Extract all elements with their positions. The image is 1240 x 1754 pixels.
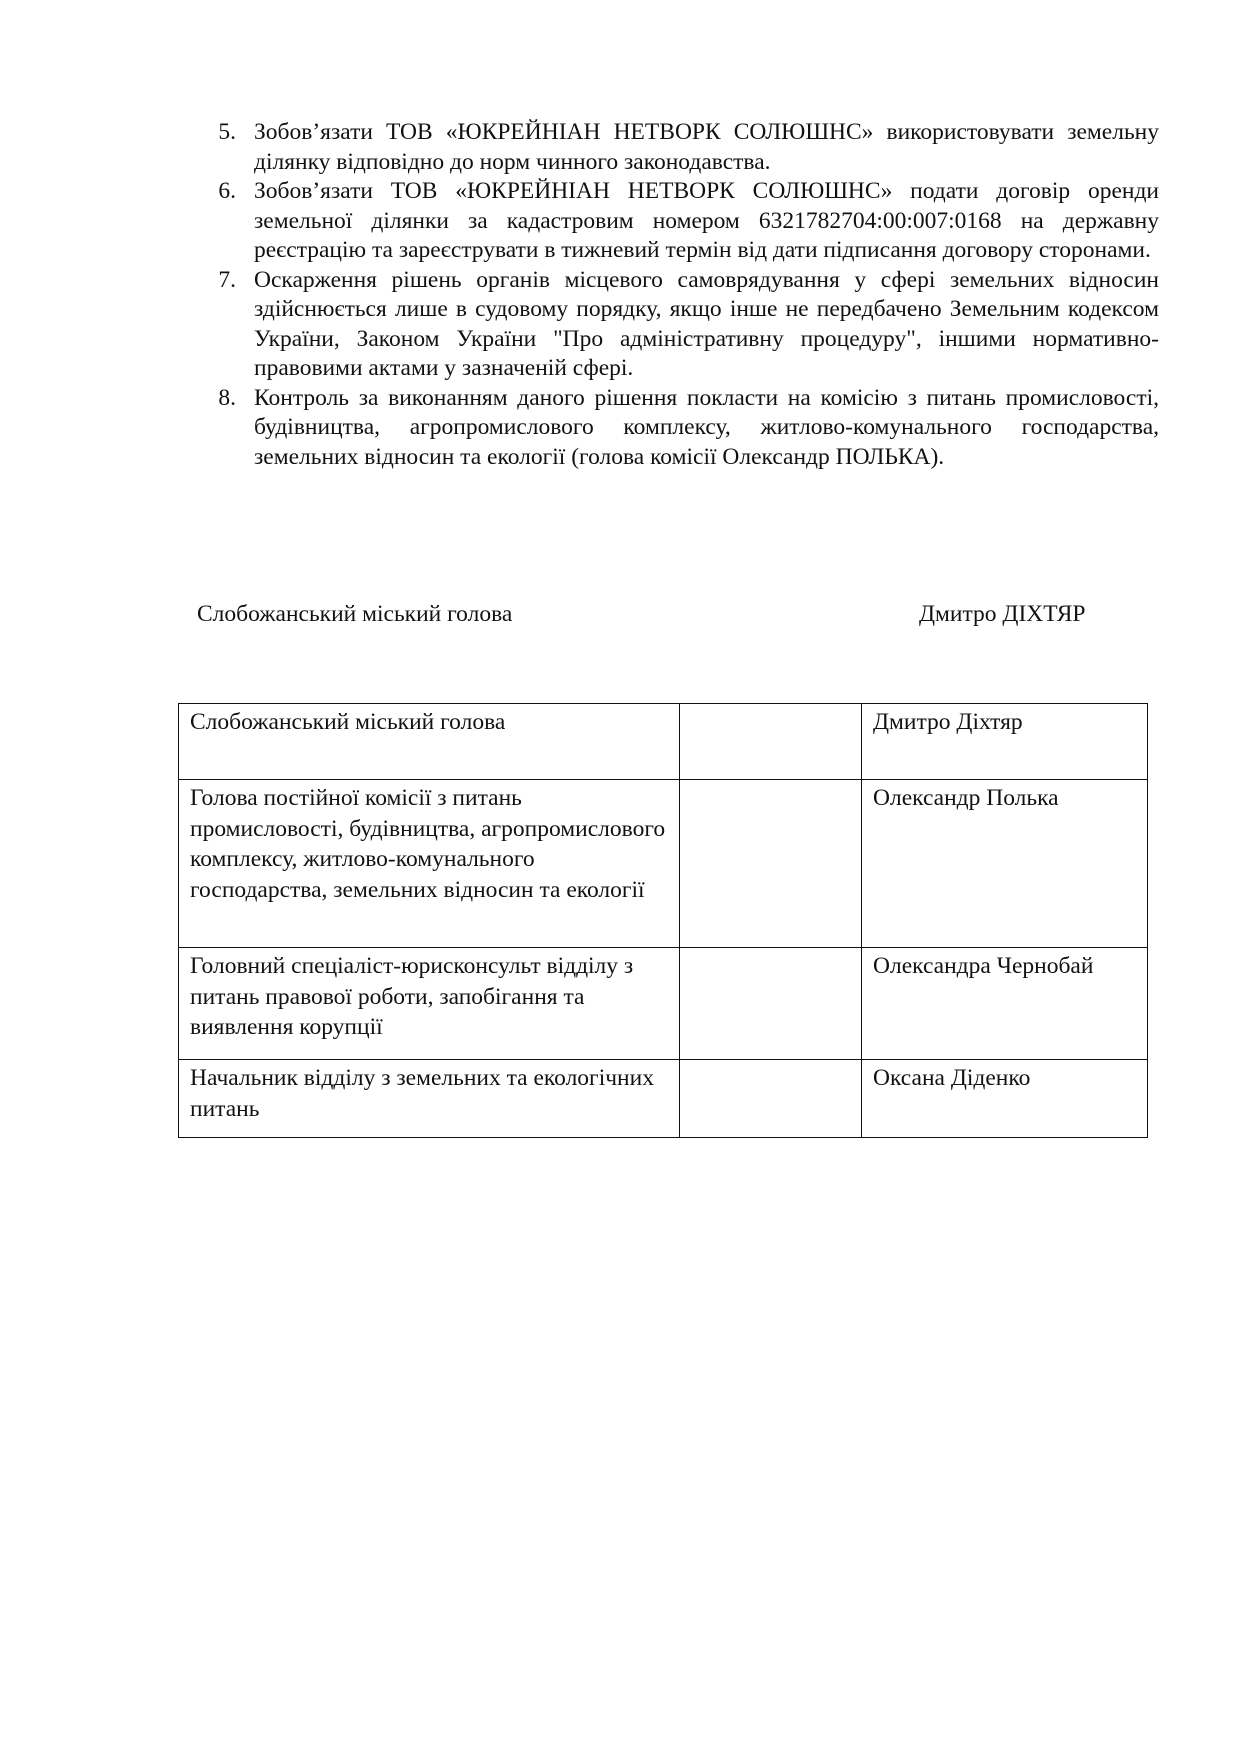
signature-cell <box>680 704 862 780</box>
approval-table <box>178 703 1148 1138</box>
signature-name: Дмитро ДІХТЯР <box>919 601 1086 627</box>
clause-text: Оскарження рішень органів місцевого самоврядування у сфері земельних відносин здійснюється лише в судовому порядку, якщо інше не передбачено Земельним кодексом України, Законом України "Про адміністративну процедуру", іншими нормативно-правовими актами у зазначеній сфері. <box>254 266 1159 381</box>
name-cell: Олександра Чернобай <box>862 948 1148 1060</box>
position-cell: Слобожанський міський голова <box>179 704 680 780</box>
clause-text: Контроль за виконанням даного рішення покласти на комісію з питань промисловості, будівництва, агропромислового комплексу, житлово-комунального господарства, земельних відносин та екології (голова комісії Олександр ПОЛЬКА). <box>254 384 1159 470</box>
clause-text: Зобов’язати ТОВ «ЮКРЕЙНІАН НЕТВОРК СОЛЮШНС» використовувати земельну ділянку відповідно до норм чинного законодавства. <box>254 119 1159 175</box>
signature-cell <box>680 1060 862 1138</box>
table-row <box>179 1060 1148 1138</box>
position-cell: Головний спеціаліст-юрисконсульт відділу з питань правової роботи, запобігання та виявлення корупції <box>179 948 680 1060</box>
signature-cell <box>680 780 862 948</box>
table-row <box>179 780 1148 948</box>
clause-item <box>209 118 1159 177</box>
decision-clauses-list <box>209 118 1159 472</box>
name-cell: Оксана Діденко <box>862 1060 1148 1138</box>
signature-cell <box>680 948 862 1060</box>
table-row <box>179 704 1148 780</box>
clause-item <box>209 266 1159 384</box>
clause-number: 8. <box>218 384 236 411</box>
table-row <box>179 948 1148 1060</box>
name-cell: Дмитро Діхтяр <box>862 704 1148 780</box>
clause-number: 7. <box>218 266 236 293</box>
clause-text: Зобов’язати ТОВ «ЮКРЕЙНІАН НЕТВОРК СОЛЮШНС» подати договір оренди земельної ділянки за кадастровим номером 6321782704:00:007:0168 на державну реєстрацію та зареєструвати в тижневий термін від дати підписання договору сторонами. <box>254 178 1159 263</box>
signature-title: Слобожанський міський голова <box>197 601 513 627</box>
position-cell: Начальник відділу з земельних та екологічних питань <box>179 1060 680 1138</box>
clause-item <box>209 384 1159 473</box>
clause-number: 6. <box>218 178 236 204</box>
position-cell: Голова постійної комісії з питань промисловості, будівництва, агропромислового комплексу, житлово-комунального господарства, земельних відносин та екології <box>179 780 680 948</box>
name-cell: Олександр Полька <box>862 780 1148 948</box>
clause-number: 5. <box>218 119 236 145</box>
clause-item <box>209 177 1159 266</box>
